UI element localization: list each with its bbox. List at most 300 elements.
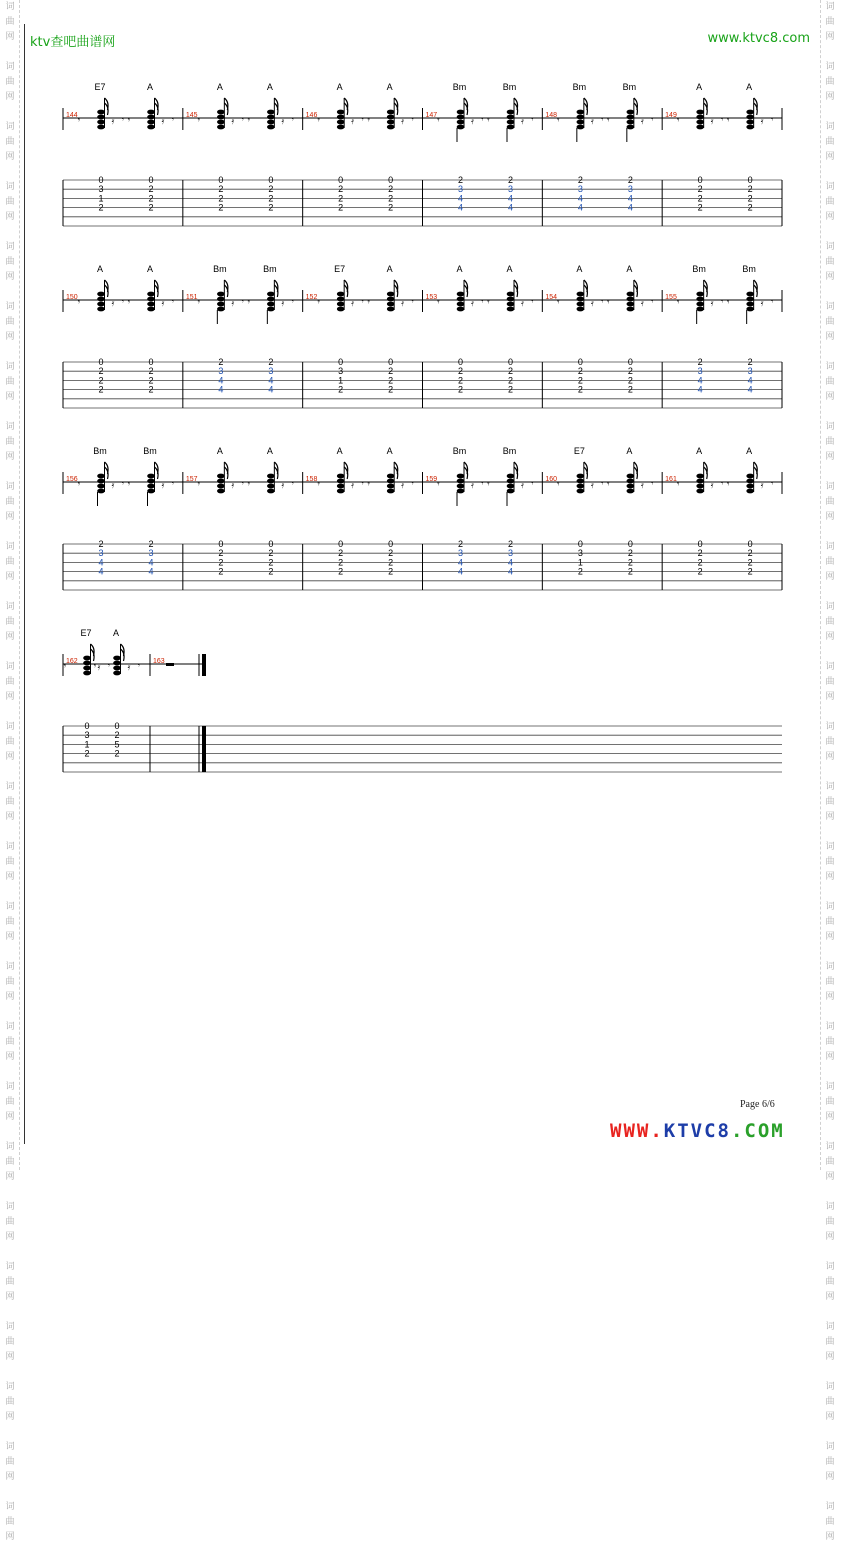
watermark-char: 曲 bbox=[5, 1337, 15, 1347]
watermark-char: 词 bbox=[825, 962, 835, 972]
watermark-char: 网 bbox=[825, 692, 835, 702]
tab-fret-number: 3 bbox=[84, 730, 90, 741]
tab-fret-number: 2 bbox=[268, 566, 274, 577]
note-head bbox=[696, 125, 704, 130]
sixteenth-rest: 𝄿 bbox=[281, 298, 285, 308]
eighth-rest: 𝄾 bbox=[557, 479, 560, 489]
watermark-char: 词 bbox=[5, 482, 15, 492]
note-head bbox=[147, 292, 155, 297]
tab-fret-number: 2 bbox=[218, 202, 224, 213]
note-head bbox=[217, 125, 225, 130]
tab-fret-number: 2 bbox=[627, 366, 633, 377]
note-head bbox=[147, 302, 155, 307]
eighth-rest: 𝄾 bbox=[676, 297, 680, 307]
tab-fret-number: 4 bbox=[268, 384, 274, 395]
footer-logo-ktvc8: KTVC8 bbox=[663, 1120, 731, 1142]
note-head bbox=[267, 120, 275, 125]
eighth-rest: 𝄾 bbox=[361, 115, 364, 124]
chord-name: A bbox=[336, 446, 343, 456]
watermark-char: 词 bbox=[5, 242, 15, 252]
tab-fret-number: 4 bbox=[98, 557, 104, 568]
tab-fret-number: 3 bbox=[627, 184, 633, 195]
note-head bbox=[696, 110, 704, 115]
note-head bbox=[83, 661, 91, 666]
tab-fret-number: 2 bbox=[577, 566, 583, 577]
watermark-char: 网 bbox=[5, 1172, 15, 1182]
tab-fret-number: 2 bbox=[338, 548, 344, 559]
watermark-char: 曲 bbox=[5, 1097, 15, 1107]
tab-fret-number: 2 bbox=[747, 202, 753, 213]
note-head bbox=[457, 302, 465, 307]
site-title-cn[interactable]: ktv查吧曲谱网 bbox=[30, 35, 116, 50]
tab-fret-number: 0 bbox=[218, 539, 224, 549]
watermark-char: 词 bbox=[5, 542, 15, 552]
measure-number: 150 bbox=[66, 294, 78, 301]
watermark-char: 网 bbox=[5, 152, 15, 162]
sixteenth-rest: 𝄿 bbox=[351, 116, 355, 126]
tab-fret-number: 2 bbox=[218, 357, 224, 367]
note-head bbox=[217, 484, 225, 489]
rest-symbol bbox=[166, 663, 174, 666]
watermark-char: 词 bbox=[5, 722, 15, 732]
note-head bbox=[337, 120, 345, 125]
watermark-char: 曲 bbox=[5, 617, 15, 627]
eighth-rest: 𝄾 bbox=[127, 297, 131, 307]
sixteenth-rest: 𝄿 bbox=[471, 298, 474, 308]
note-head bbox=[387, 484, 395, 489]
eighth-rest: 𝄾 bbox=[77, 297, 81, 307]
note-head bbox=[696, 297, 704, 302]
tab-fret-number: 0 bbox=[627, 539, 633, 549]
chord-name: A bbox=[696, 82, 703, 92]
tab-fret-number: 3 bbox=[577, 548, 583, 559]
note-head bbox=[217, 110, 225, 115]
eighth-rest: 𝄾 bbox=[241, 479, 244, 488]
tab-fret-number: 2 bbox=[338, 184, 344, 195]
tab-fret-number: 2 bbox=[577, 175, 583, 185]
watermark-char: 词 bbox=[825, 602, 835, 612]
chord-name: A bbox=[146, 82, 154, 92]
note-head bbox=[627, 307, 635, 312]
tab-fret-number: 0 bbox=[457, 357, 464, 367]
watermark-char: 词 bbox=[825, 242, 835, 252]
chord-name: Bm bbox=[213, 264, 227, 274]
note-head bbox=[627, 120, 635, 125]
measure-number: 148 bbox=[545, 112, 558, 119]
note-head bbox=[83, 656, 91, 661]
note-head bbox=[267, 479, 275, 484]
tab-fret-number: 3 bbox=[338, 366, 344, 377]
note-head bbox=[267, 474, 275, 479]
tab-fret-number: 0 bbox=[388, 175, 394, 185]
watermark-char: 曲 bbox=[825, 617, 835, 627]
tab-fret-number: 1 bbox=[84, 739, 90, 750]
note-head bbox=[457, 489, 465, 494]
eighth-rest: 𝄾 bbox=[127, 479, 131, 489]
note-head bbox=[627, 479, 635, 484]
watermark-char: 词 bbox=[825, 1442, 835, 1452]
sixteenth-rest: 𝄿 bbox=[710, 116, 714, 126]
eighth-rest: 𝄾 bbox=[171, 115, 175, 124]
note-head bbox=[267, 297, 275, 302]
watermark-char: 曲 bbox=[5, 197, 15, 207]
watermark-char: 网 bbox=[825, 392, 835, 402]
tab-fret-number: 4 bbox=[457, 193, 464, 204]
note-head bbox=[627, 115, 635, 120]
eighth-rest: 𝄾 bbox=[317, 297, 320, 307]
note-head bbox=[746, 110, 754, 115]
watermark-char: 曲 bbox=[825, 1457, 835, 1467]
note-head bbox=[387, 297, 395, 302]
sixteenth-rest: 𝄿 bbox=[710, 298, 714, 308]
watermark-char: 网 bbox=[825, 632, 835, 642]
eighth-rest: 𝄾 bbox=[531, 479, 534, 488]
eighth-rest: 𝄾 bbox=[557, 297, 560, 307]
note-head bbox=[627, 125, 635, 130]
note-head bbox=[577, 489, 585, 494]
note-head bbox=[387, 125, 395, 130]
chord-name: Bm bbox=[143, 446, 157, 456]
watermark-char: 词 bbox=[825, 302, 835, 312]
watermark-char: 网 bbox=[5, 992, 15, 1002]
note-head bbox=[217, 307, 225, 312]
note-head bbox=[387, 489, 395, 494]
watermark-char: 词 bbox=[825, 1502, 835, 1512]
watermark-char: 词 bbox=[5, 182, 15, 192]
watermark-char: 曲 bbox=[825, 1097, 835, 1107]
sixteenth-rest: 𝄿 bbox=[161, 116, 165, 126]
note-head bbox=[507, 484, 515, 489]
eighth-rest: 𝄾 bbox=[121, 297, 125, 306]
tab-fret-number: 0 bbox=[218, 175, 224, 185]
watermark-char: 网 bbox=[825, 92, 835, 102]
watermark-char: 网 bbox=[5, 32, 15, 42]
tab-fret-number: 2 bbox=[338, 557, 344, 568]
chord-name: A bbox=[456, 264, 463, 274]
watermark-char: 曲 bbox=[825, 1037, 835, 1047]
note-head bbox=[507, 110, 515, 115]
eighth-rest: 𝄾 bbox=[411, 115, 414, 124]
tab-fret-number: 2 bbox=[268, 202, 274, 213]
note-head bbox=[387, 110, 395, 115]
eighth-rest: 𝄾 bbox=[651, 479, 654, 488]
chord-name: Bm bbox=[263, 264, 277, 274]
note-head bbox=[696, 292, 704, 297]
note-head bbox=[337, 302, 345, 307]
watermark-char: 曲 bbox=[825, 77, 835, 87]
chord-name: Bm bbox=[622, 82, 637, 92]
tab-fret-number: 2 bbox=[697, 193, 703, 204]
watermark-char: 网 bbox=[5, 632, 15, 642]
tab-fret-number: 2 bbox=[697, 566, 703, 577]
measure-number: 161 bbox=[665, 476, 677, 483]
tab-fret-number: 2 bbox=[747, 548, 753, 559]
tab-fret-number: 2 bbox=[747, 557, 753, 568]
note-head bbox=[147, 307, 155, 312]
watermark-char: 曲 bbox=[825, 497, 835, 507]
watermark-char: 曲 bbox=[825, 1157, 835, 1167]
watermark-char: 词 bbox=[5, 1262, 15, 1272]
chord-name: A bbox=[386, 264, 393, 274]
sixteenth-rest: 𝄿 bbox=[640, 298, 644, 308]
note-head bbox=[387, 474, 395, 479]
note-head bbox=[507, 489, 515, 494]
watermark-char: 曲 bbox=[5, 497, 15, 507]
watermark-char: 词 bbox=[5, 1022, 15, 1032]
eighth-rest: 𝄾 bbox=[601, 297, 604, 306]
eighth-rest: 𝄾 bbox=[317, 115, 320, 125]
measure-number: 158 bbox=[305, 476, 318, 483]
tab-fret-number: 0 bbox=[747, 175, 753, 185]
eighth-rest: 𝄾 bbox=[721, 297, 724, 306]
note-head bbox=[746, 307, 754, 312]
sixteenth-rest: 𝄿 bbox=[111, 298, 115, 308]
sixteenth-rest: 𝄿 bbox=[401, 116, 405, 126]
watermark-char: 词 bbox=[825, 1322, 835, 1332]
watermark-char: 曲 bbox=[5, 437, 15, 447]
note-head bbox=[457, 479, 465, 484]
watermark-char: 网 bbox=[5, 1112, 15, 1122]
note-head bbox=[113, 661, 121, 666]
watermark-char: 词 bbox=[5, 362, 15, 372]
tab-fret-number: 2 bbox=[747, 184, 753, 195]
chord-name: A bbox=[216, 446, 223, 456]
tab-fret-number: 4 bbox=[507, 566, 514, 577]
note-head bbox=[147, 120, 155, 125]
tab-fret-number: 2 bbox=[507, 539, 514, 549]
sixteenth-rest: 𝄿 bbox=[760, 116, 764, 126]
watermark-char: 曲 bbox=[5, 857, 15, 867]
sixteenth-rest: 𝄿 bbox=[590, 480, 594, 490]
tab-fret-number: 0 bbox=[148, 357, 154, 367]
watermark-char: 网 bbox=[5, 272, 15, 282]
tab-fret-number: 4 bbox=[457, 557, 464, 568]
site-url[interactable]: www.ktvc8.com bbox=[707, 31, 810, 46]
tab-fret-number: 2 bbox=[98, 366, 104, 377]
tab-fret-number: 2 bbox=[627, 375, 633, 386]
tab-fret-number: 3 bbox=[98, 548, 104, 559]
note-head bbox=[577, 115, 585, 120]
eighth-rest: 𝄾 bbox=[726, 297, 730, 307]
watermark-char: 词 bbox=[5, 122, 15, 132]
tab-fret-number: 2 bbox=[148, 384, 154, 395]
watermark-char: 曲 bbox=[825, 977, 835, 987]
eighth-rest: 𝄾 bbox=[676, 479, 680, 489]
chord-name: A bbox=[266, 446, 273, 456]
note-head bbox=[97, 120, 105, 125]
watermark-char: 网 bbox=[5, 752, 15, 762]
note-head bbox=[83, 666, 91, 671]
note-head bbox=[457, 125, 465, 130]
watermark-char: 词 bbox=[825, 842, 835, 852]
watermark-char: 网 bbox=[825, 1112, 835, 1122]
tab-fret-number: 2 bbox=[268, 193, 274, 204]
tab-fret-number: 0 bbox=[338, 357, 344, 367]
tab-fret-number: 3 bbox=[148, 548, 154, 559]
chord-name: A bbox=[386, 446, 393, 456]
tab-fret-number: 4 bbox=[577, 202, 583, 213]
watermark-char: 词 bbox=[5, 662, 15, 672]
tab-fret-number: 2 bbox=[114, 730, 120, 741]
tab-fret-number: 1 bbox=[577, 557, 583, 568]
note-head bbox=[627, 474, 635, 479]
note-head bbox=[457, 484, 465, 489]
note-head bbox=[696, 474, 704, 479]
tab-fret-number: 0 bbox=[577, 357, 583, 367]
watermark-char: 曲 bbox=[5, 917, 15, 927]
tab-fret-number: 0 bbox=[268, 175, 274, 185]
note-head bbox=[507, 302, 515, 307]
note-head bbox=[507, 479, 515, 484]
tab-fret-number: 2 bbox=[577, 375, 583, 386]
note-head bbox=[507, 297, 515, 302]
chord-name: Bm bbox=[572, 82, 587, 92]
eighth-rest: 𝄾 bbox=[437, 297, 440, 307]
eighth-rest: 𝄾 bbox=[411, 479, 414, 488]
tab-fret-number: 2 bbox=[268, 548, 274, 559]
note-head bbox=[267, 115, 275, 120]
chord-name: A bbox=[266, 82, 273, 92]
watermark-char: 网 bbox=[5, 392, 15, 402]
note-head bbox=[147, 489, 155, 494]
note-head bbox=[147, 297, 155, 302]
note-head bbox=[337, 474, 345, 479]
chord-name: Bm bbox=[452, 446, 467, 456]
tab-fret-number: 2 bbox=[98, 384, 104, 395]
note-head bbox=[577, 120, 585, 125]
eighth-rest: 𝄾 bbox=[771, 479, 774, 488]
eighth-rest: 𝄾 bbox=[601, 479, 604, 488]
note-head bbox=[83, 671, 91, 676]
note-head bbox=[627, 484, 635, 489]
note-head bbox=[746, 115, 754, 120]
note-head bbox=[507, 115, 515, 120]
note-head bbox=[267, 484, 275, 489]
note-head bbox=[696, 479, 704, 484]
tab-fret-number: 2 bbox=[627, 175, 633, 185]
tab-fret-number: 4 bbox=[457, 566, 464, 577]
tab-fret-number: 4 bbox=[457, 202, 464, 213]
eighth-rest: 𝄾 bbox=[241, 297, 244, 306]
note-head bbox=[217, 120, 225, 125]
eighth-rest: 𝄾 bbox=[487, 479, 490, 489]
watermark-char: 网 bbox=[825, 992, 835, 1002]
watermark-char: 曲 bbox=[825, 1517, 835, 1527]
tab-fret-number: 2 bbox=[218, 557, 224, 568]
note-head bbox=[387, 302, 395, 307]
tab-fret-number: 2 bbox=[507, 375, 514, 386]
watermark-char: 曲 bbox=[5, 1217, 15, 1227]
watermark-char: 网 bbox=[5, 1532, 15, 1542]
note-head bbox=[746, 297, 754, 302]
footer-logo[interactable] bbox=[610, 1120, 785, 1142]
chord-name: A bbox=[626, 264, 633, 274]
tab-fret-number: 4 bbox=[507, 557, 514, 568]
note-head bbox=[97, 297, 105, 302]
footer-logo-com: .COM bbox=[730, 1120, 785, 1142]
tab-fret-number: 2 bbox=[697, 548, 703, 559]
eighth-rest: 𝄾 bbox=[771, 297, 774, 306]
note-head bbox=[147, 125, 155, 130]
sixteenth-rest: 𝄿 bbox=[401, 480, 405, 490]
watermark-char: 曲 bbox=[825, 317, 835, 327]
sixteenth-rest: 𝄿 bbox=[231, 298, 235, 308]
tab-fret-number: 2 bbox=[268, 357, 274, 367]
tab-fret-number: 2 bbox=[338, 384, 344, 395]
tab-fret-number: 2 bbox=[338, 566, 344, 577]
note-head bbox=[696, 115, 704, 120]
chord-name: E7 bbox=[573, 446, 585, 456]
note-head bbox=[97, 302, 105, 307]
note-head bbox=[746, 302, 754, 307]
tab-fret-number: 2 bbox=[457, 539, 464, 549]
watermark-char: 曲 bbox=[5, 137, 15, 147]
watermark-char: 网 bbox=[825, 872, 835, 882]
watermark-char: 曲 bbox=[5, 737, 15, 747]
note-head bbox=[577, 484, 585, 489]
tab-fret-number: 2 bbox=[388, 366, 394, 377]
measure-number: 156 bbox=[66, 476, 78, 483]
note-head bbox=[387, 115, 395, 120]
note-head bbox=[577, 110, 585, 115]
tab-fret-number: 2 bbox=[218, 566, 224, 577]
sixteenth-rest: 𝄿 bbox=[111, 480, 115, 490]
watermark-char: 网 bbox=[825, 572, 835, 582]
watermark-char: 曲 bbox=[5, 797, 15, 807]
measure-number: 153 bbox=[425, 294, 438, 301]
note-head bbox=[113, 671, 121, 676]
watermark-char: 词 bbox=[825, 722, 835, 732]
chord-name: E7 bbox=[80, 628, 92, 638]
watermark-char: 曲 bbox=[5, 1397, 15, 1407]
watermark-char: 网 bbox=[5, 872, 15, 882]
eighth-rest: 𝄾 bbox=[481, 297, 484, 306]
note-head bbox=[217, 292, 225, 297]
watermark-char: 词 bbox=[825, 1382, 835, 1392]
tab-fret-number: 3 bbox=[747, 366, 753, 377]
note-head bbox=[387, 307, 395, 312]
watermark-char: 词 bbox=[825, 1022, 835, 1032]
note-head bbox=[457, 292, 465, 297]
tab-fret-number: 2 bbox=[388, 202, 394, 213]
eighth-rest: 𝄾 bbox=[77, 115, 81, 125]
watermark-char: 曲 bbox=[5, 1517, 15, 1527]
tab-fret-number: 0 bbox=[114, 721, 120, 731]
note-head bbox=[113, 666, 121, 671]
sixteenth-rest: 𝄿 bbox=[161, 298, 165, 308]
note-head bbox=[267, 110, 275, 115]
note-head bbox=[387, 120, 395, 125]
note-head bbox=[97, 307, 105, 312]
watermark-char: 词 bbox=[5, 1382, 15, 1392]
chord-name: Bm bbox=[502, 446, 517, 456]
eighth-rest: 𝄾 bbox=[93, 661, 97, 671]
eighth-rest: 𝄾 bbox=[771, 115, 774, 124]
sixteenth-rest: 𝄿 bbox=[161, 480, 165, 490]
tab-fret-number: 2 bbox=[218, 184, 224, 195]
watermark-char: 曲 bbox=[825, 917, 835, 927]
watermark-char: 词 bbox=[825, 662, 835, 672]
watermark-char: 词 bbox=[5, 1202, 15, 1212]
watermark-char: 网 bbox=[825, 1472, 835, 1482]
watermark-char: 词 bbox=[825, 2, 835, 12]
watermark-char: 词 bbox=[5, 2, 15, 12]
note-head bbox=[337, 484, 345, 489]
chord-name: A bbox=[576, 264, 583, 274]
watermark-char: 曲 bbox=[825, 857, 835, 867]
tab-fret-number: 2 bbox=[577, 366, 583, 377]
watermark-char: 网 bbox=[825, 1172, 835, 1182]
